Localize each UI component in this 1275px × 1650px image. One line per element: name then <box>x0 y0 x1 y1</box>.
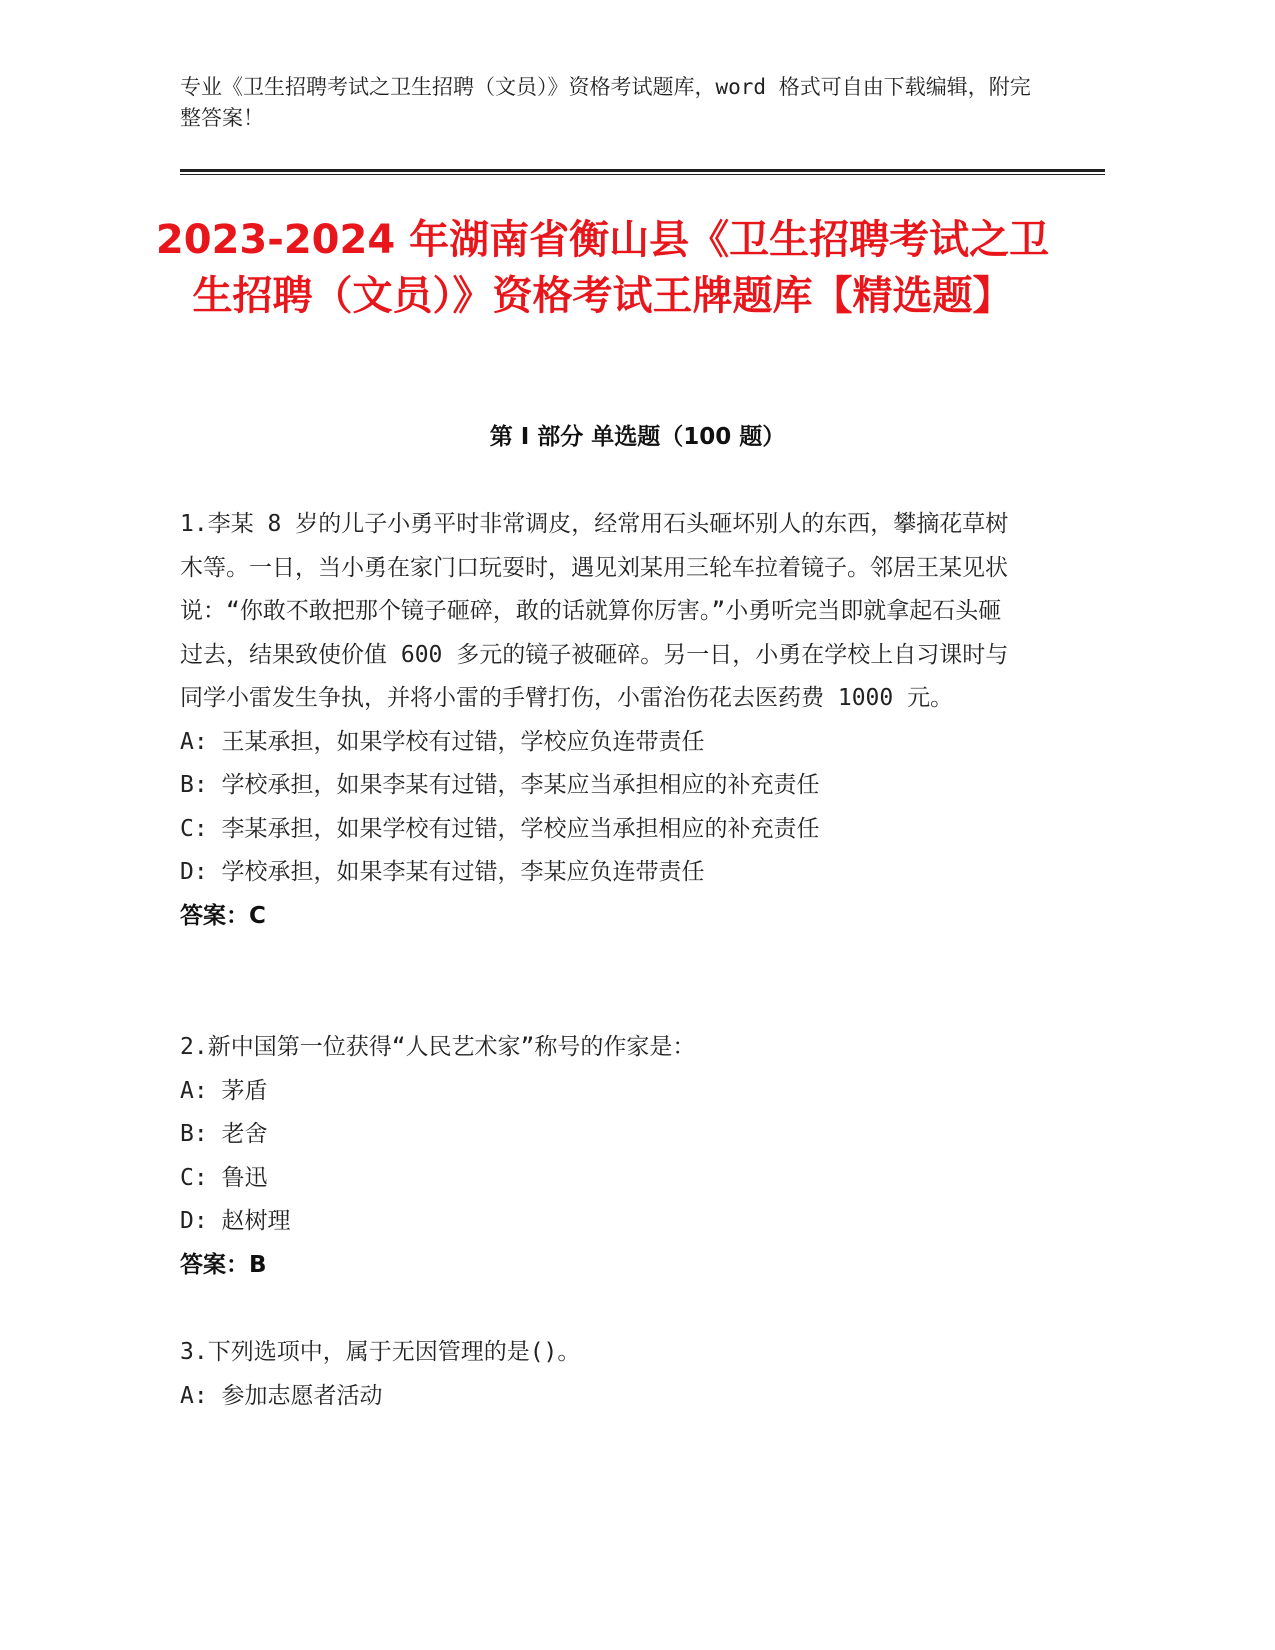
option-c: C: 鲁迅 <box>180 1164 268 1191</box>
header-rule-thin <box>180 174 1105 175</box>
header-rule-thick <box>180 169 1105 172</box>
option-d: D: 学校承担，如果李某有过错，李某应负连带责任 <box>180 859 705 885</box>
answer: 答案：C <box>180 902 266 929</box>
question-stem: 1.李某 8 岁的儿子小勇平时非常调皮，经常用石头砸坏别人的东西，攀摘花草树木等。一日，当小勇在家门口玩耍时，遇见刘某用三轮车拉着镜子。邻居王某见状说：“你敢不敢把那个镜子砸碎，敢的话就算你厉害。”小勇听完当即就拿起石头砸过去，结果致使价值 600 多元的镜子被砸碎。另一日，小勇在学校上自习课时与同学小雷发生争执，并将小雷的手臂打伤，小雷治伤花去医药费 1000 元。 <box>180 511 1009 711</box>
question-3 <box>180 1331 1020 1418</box>
option-a: A: 茅盾 <box>180 1077 268 1104</box>
document-title: 2023-2024 年湖南省衡山县《卫生招聘考试之卫生招聘（文员）》资格考试王牌题库【精选题】 <box>155 217 1050 319</box>
option-a: A: 王某承担，如果学校有过错，学校应负连带责任 <box>180 728 705 755</box>
option-a: A: 参加志愿者活动 <box>180 1382 383 1409</box>
header-note: 专业《卫生招聘考试之卫生招聘（文员）》资格考试题库，word 格式可自由下载编辑，附完整答案！ <box>180 75 1031 130</box>
question-1 <box>180 503 1020 938</box>
question-stem: 2.新中国第一位获得“人民艺术家”称号的作家是： <box>180 1034 696 1060</box>
question-stem: 3.下列选项中，属于无因管理的是()。 <box>180 1339 581 1365</box>
question-2 <box>180 1026 1020 1287</box>
option-b: B: 学校承担，如果李某有过错，李某应当承担相应的补充责任 <box>180 772 820 798</box>
option-d: D: 赵树理 <box>180 1208 291 1234</box>
option-b: B: 老舍 <box>180 1121 268 1147</box>
answer: 答案：B <box>180 1251 267 1278</box>
option-c: C: 李某承担，如果学校有过错，学校应当承担相应的补充责任 <box>180 815 820 842</box>
section-title: 第 I 部分 单选题（100 题） <box>489 424 786 450</box>
